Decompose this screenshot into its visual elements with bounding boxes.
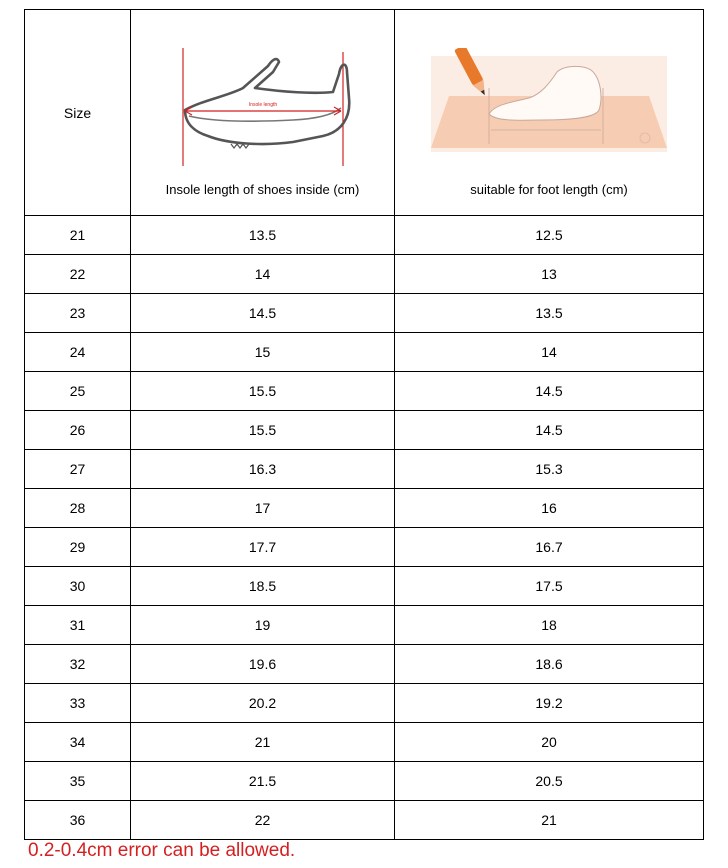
insole-header-cell xyxy=(131,10,395,216)
table-row xyxy=(25,723,704,762)
foot-length-cell: 18 xyxy=(395,606,704,645)
error-tolerance-note: 0.2-0.4cm error can be allowed. xyxy=(28,840,296,861)
insole-diagram-text: Insole length xyxy=(248,102,277,108)
size-cell: 24 xyxy=(25,333,131,372)
table-row xyxy=(25,450,704,489)
foot-length-cell: 19.2 xyxy=(395,684,704,723)
table-row xyxy=(25,567,704,606)
size-cell: 21 xyxy=(25,216,131,255)
size-cell: 31 xyxy=(25,606,131,645)
insole-length-cell: 22 xyxy=(131,801,395,840)
insole-length-cell: 15.5 xyxy=(131,372,395,411)
foot-length-cell: 14.5 xyxy=(395,411,704,450)
size-cell: 33 xyxy=(25,684,131,723)
insole-length-cell: 17 xyxy=(131,489,395,528)
foot-header-label: suitable for foot length (cm) xyxy=(470,182,628,197)
size-cell: 30 xyxy=(25,567,131,606)
table-row xyxy=(25,801,704,840)
insole-length-cell: 15.5 xyxy=(131,411,395,450)
foot-length-cell: 20 xyxy=(395,723,704,762)
size-chart-table xyxy=(24,9,704,840)
insole-length-cell: 14.5 xyxy=(131,294,395,333)
table-row xyxy=(25,489,704,528)
table-row xyxy=(25,606,704,645)
foot-length-cell: 17.5 xyxy=(395,567,704,606)
size-cell: 23 xyxy=(25,294,131,333)
size-cell: 27 xyxy=(25,450,131,489)
foot-length-cell: 20.5 xyxy=(395,762,704,801)
table-row xyxy=(25,216,704,255)
size-cell: 28 xyxy=(25,489,131,528)
size-cell: 25 xyxy=(25,372,131,411)
size-cell: 22 xyxy=(25,255,131,294)
table-row xyxy=(25,255,704,294)
insole-length-cell: 17.7 xyxy=(131,528,395,567)
size-cell: 32 xyxy=(25,645,131,684)
table-row xyxy=(25,528,704,567)
size-header-label: Size xyxy=(63,104,92,121)
foot-length-cell: 16.7 xyxy=(395,528,704,567)
insole-length-cell: 18.5 xyxy=(131,567,395,606)
table-row xyxy=(25,333,704,372)
size-header-cell xyxy=(25,10,131,216)
insole-length-cell: 21 xyxy=(131,723,395,762)
insole-length-cell: 19.6 xyxy=(131,645,395,684)
table-header-row xyxy=(25,10,704,216)
foot-length-cell: 15.3 xyxy=(395,450,704,489)
insole-length-cell: 20.2 xyxy=(131,684,395,723)
insole-length-cell: 21.5 xyxy=(131,762,395,801)
table-row xyxy=(25,684,704,723)
foot-measure-illustration xyxy=(431,48,667,156)
foot-length-cell: 12.5 xyxy=(395,216,704,255)
table-row xyxy=(25,294,704,333)
size-cell: 36 xyxy=(25,801,131,840)
insole-length-cell: 14 xyxy=(131,255,395,294)
size-cell: 35 xyxy=(25,762,131,801)
table-row xyxy=(25,372,704,411)
foot-header-cell xyxy=(395,10,704,216)
size-cell: 34 xyxy=(25,723,131,762)
insole-length-cell: 15 xyxy=(131,333,395,372)
table-row xyxy=(25,762,704,801)
insole-length-cell: 13.5 xyxy=(131,216,395,255)
shoe-insole-diagram xyxy=(173,48,353,172)
insole-length-cell: 16.3 xyxy=(131,450,395,489)
foot-length-cell: 13 xyxy=(395,255,704,294)
foot-length-cell: 21 xyxy=(395,801,704,840)
table-row xyxy=(25,411,704,450)
foot-length-cell: 16 xyxy=(395,489,704,528)
foot-length-cell: 14 xyxy=(395,333,704,372)
foot-length-cell: 14.5 xyxy=(395,372,704,411)
size-cell: 26 xyxy=(25,411,131,450)
table-row xyxy=(25,645,704,684)
foot-length-cell: 18.6 xyxy=(395,645,704,684)
insole-header-label: Insole length of shoes inside (cm) xyxy=(165,182,360,197)
foot-length-cell: 13.5 xyxy=(395,294,704,333)
insole-length-cell: 19 xyxy=(131,606,395,645)
size-cell: 29 xyxy=(25,528,131,567)
